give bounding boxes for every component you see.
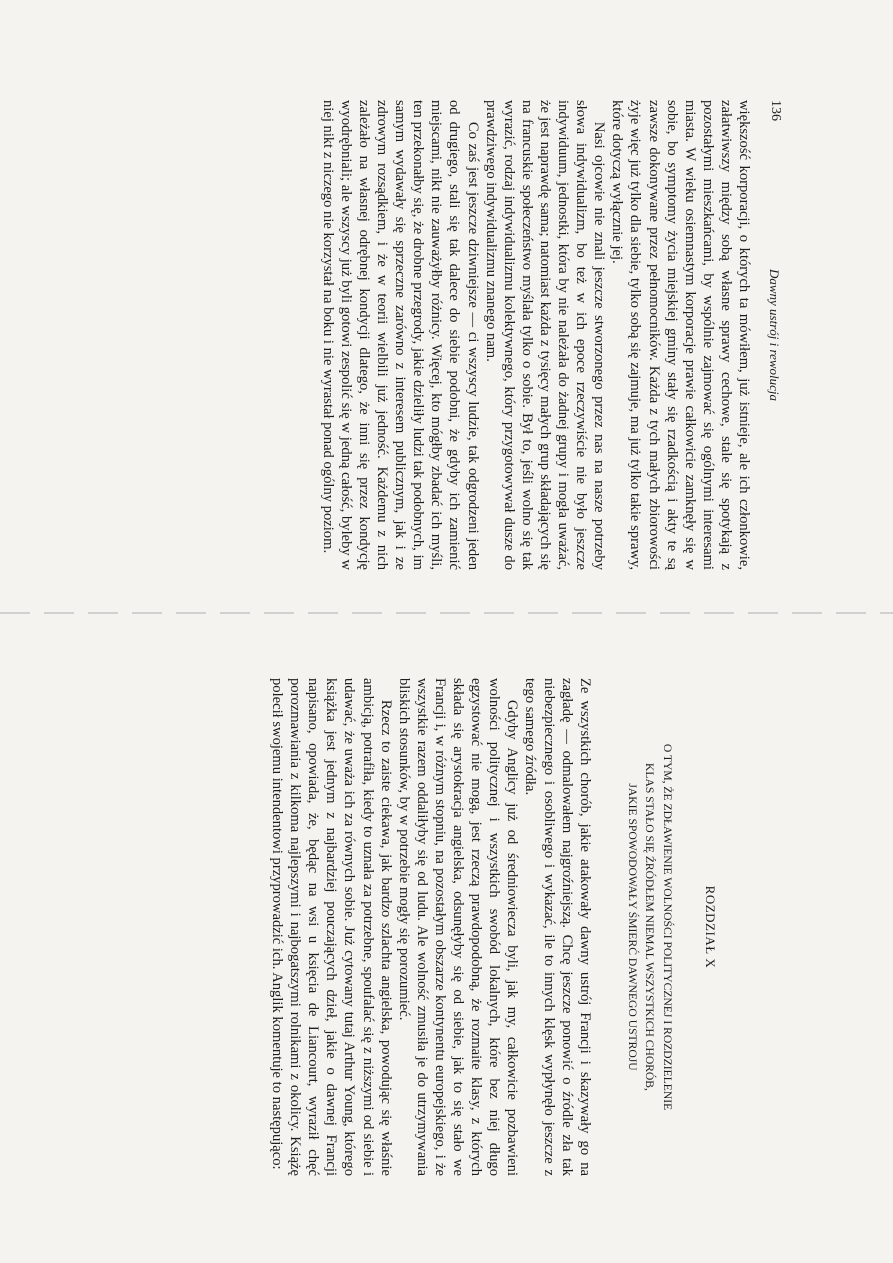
chapter-title-line: JAKIE SPOWODOWAŁY ŚMIERĆ DAWNEGO USTROJU (626, 783, 640, 1071)
left-column (319, 100, 753, 570)
paragraph: Nasi ojcowie nie znali jeszcze stworzonego przez nas na nasze potrzeby słowa indywidualizm, bo też w ich epoce rzeczywiście nie było jeszcze indywiduum, jednostki, która by nie należała do żadnej grupy i mogła uważać, że jest naprawdę sama; natomiast każda z tysięcy małych grup składających się na francuskie społeczeństwo myślała tylko o sobie. Był to, jeśli wolno się tak wyrazić, rodzaj indywidualizmu kolektywnego, który przygotowywał dusze do prawdziwego indywidualizmu znanego nam. (482, 100, 608, 570)
paragraph: większość korporacji, o których ta mówiłem, już istnieje, ale ich członkowie, załatwiwszy między sobą własne sprawy cechowe, stale się spotykają z pozostałymi mieszkańcami, by wspólnie zajmować się ogólnymi interesami miasta. W wieku osiemnastym korporacje prawie całkowicie zamknęły się w sobie, bo symptomy życia miejskiej gminy stały się rzadkością i akty te są zawsze dokonywane przez pełnomocników. Każda z tych małych zbiorowości żyje więc już tylko dla siebie, tylko sobą się zajmuje, ma już tylko takie sprawy, które dotyczą wyłącznie jej. (609, 100, 752, 570)
running-head: Dawny ustrój i rewolucja (767, 268, 782, 402)
paragraph: Ze wszystkich chorób, jakie atakowały dawny ustrój Francji i skazywały go na zagładę — odmalowałem najgroźniejszą. Chcę jeszcze ponowić o źródle zła tak niebezpiecznego i osobliwego i wykazać, ile to innych klęsk wypłynęło jeszcze z tego samego źródła. (522, 678, 593, 1176)
page-number: 136 (768, 100, 783, 121)
chapter-title-line: KLAS STAŁO SIĘ ŹRÓDŁEM NIEMAL WSZYSTKICH CHORÓB, (643, 763, 657, 1091)
paragraph: Gdyby Anglicy już od średniowiecza byli, jak my, całkowicie pozbawieni wolności politycznej i wszystkich swobód lokalnych, które bez niej długo egzystować nie mogą, jest rzeczą prawdopodobną, że rozmaite klasy, z których składa się arystokracja angielska, odsunęłyby się od siebie, jak to się stało we Francji i, w różnym stopniu, na pozostałym obszarze kontynentu europejskiego, i że wszystkie razem oddaliłyby się od ludu. Ale wolność zmusiła je do utrzymywania bliskich stosunków, by w potrzebie mogły się porozumieć. (395, 678, 521, 1176)
paragraph: Co zaś jest jeszcze dziwniejsze — ci wszyscy ludzie, tak odgrodzeni jeden od drugiego, stali się tak dalece do siebie podobni, że gdyby ich zamienić miejscami, nikt nie zauważyłby różnicy. Więcej, kto mógłby zbadać ich myśli, ten przekonałby się, że drobne przegrody, jakie dzieliły ludzi tak podobnych, im samym wydawały się sprzeczne zarówno z interesem publicznym, jak i ze zdrowym rozsądkiem, i że w teorii wielbili już jedność. Każdemu z nich zależało na własnej odrębnej kondycji dlatego, że inni się przez kondycję wyodrębniali; ale wszyscy już byli gotowi zespolić się w jedną całość, byleby w niej nikt z niczego nie korzystał na boku i nie wyrastał ponad ogólny poziom. (319, 100, 481, 570)
paragraph: Rzecz to zaiste ciekawa, jak bardzo szlachta angielska, powodując się właśnie ambicją, potrafiła, kiedy to uznała za potrzebne, spoufalać się z niższymi od siebie i udawać, że uważa ich za równych sobie. Już cytowany tutaj Arthur Young, którego książka jest jednym z najbardziej pouczających dzieł, jakie o dawnej Francji napisano, opowiada, że, będąc na wsi u księcia de Liancourt, wyraził chęć porozmawiania z kilkoma najlepszymi i najbogatszymi rolnikami z okolicy. Książę polecił swojemu intendentowi przyprowadzić ich. Anglik komentuje to następująco: (269, 678, 394, 1176)
page-header (759, 100, 783, 570)
right-column (268, 678, 718, 1176)
chapter-title-line: O TYM, ŻE ZDŁAWIENIE WOLNOŚCI POLITYCZNEJ I ROZDZIELENIE (660, 743, 674, 1111)
chapter-title (624, 678, 676, 1176)
chapter-label: ROZDZIAŁ X (703, 885, 718, 969)
